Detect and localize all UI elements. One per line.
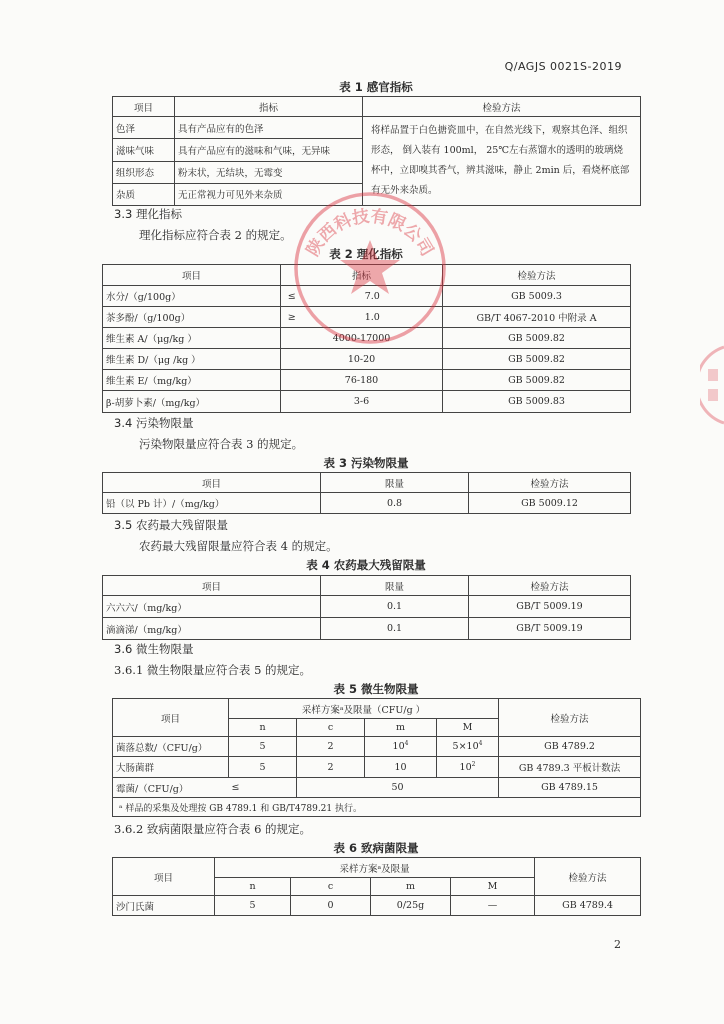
table4-cell: 0.1 (321, 596, 469, 618)
table2-cell-value: 7.0 (303, 286, 443, 307)
table5-header-item: 项目 (113, 699, 229, 737)
section-3-5-text: 农药最大残留限量应符合表 4 的规定。 (139, 539, 338, 553)
edge-seal-fragment (700, 345, 724, 425)
table2-cell-method: GB 5009.83 (443, 391, 631, 413)
table5-cell-item: 大肠菌群 (113, 757, 229, 778)
section-3-3-text: 理化指标应符合表 2 的规定。 (139, 228, 292, 242)
table4-title: 表 4 农药最大残留限量 (306, 558, 426, 572)
table5-mold-method: GB 4789.15 (499, 778, 641, 798)
table6-header-method: 检验方法 (535, 858, 641, 896)
table6-cell-item: 沙门氏菌 (113, 896, 215, 916)
table1-header-method: 检验方法 (363, 97, 641, 117)
table1-cell: 组织形态 (113, 161, 175, 183)
table2-cell-value: 4000-17000 (281, 328, 443, 349)
table2-cell-method: GB 5009.82 (443, 370, 631, 391)
table2-title: 表 2 理化指标 (329, 247, 403, 261)
table3-contaminants (102, 472, 631, 514)
section-3-4-text: 污染物限量应符合表 3 的规定。 (139, 437, 304, 451)
table3-header-limit: 限量 (321, 473, 469, 493)
table1-cell: 无正常视力可见外来杂质 (175, 183, 363, 205)
table2-cell-method: GB 5009.82 (443, 349, 631, 370)
table2-cell-method: GB/T 4067-2010 中附录 A (443, 307, 631, 328)
table4-cell: 六六六/（mg/kg） (103, 596, 321, 618)
section-3-6-heading: 3.6 微生物限量 (114, 642, 194, 656)
table3-header-method: 检验方法 (469, 473, 631, 493)
section-3-6-1-text: 3.6.1 微生物限量应符合表 5 的规定。 (114, 663, 312, 677)
table6-subheader-n: n (215, 878, 291, 896)
table4-header-item: 项目 (103, 576, 321, 596)
table1-cell: 粉末状，无结块，无霉变 (175, 161, 363, 183)
table2-cell-item: 维生素 E/（mg/kg） (103, 370, 281, 391)
table1-cell: 滋味气味 (113, 139, 175, 161)
table3-cell: 0.8 (321, 493, 469, 514)
table2-cell-item: 水分/（g/100g） (103, 286, 281, 307)
table3-title: 表 3 污染物限量 (323, 456, 409, 470)
document-number: Q/AGJS 0021S-2019 (504, 60, 622, 73)
section-3-6-2-text: 3.6.2 致病菌限量应符合表 6 的规定。 (114, 822, 312, 836)
table2-cell-sign: ≥ (281, 307, 303, 328)
table4-cell: GB/T 5009.19 (469, 618, 631, 640)
table5-cell-c: 2 (297, 737, 365, 757)
table2-cell-value: 10-20 (281, 349, 443, 370)
table5-subheader-m: m (365, 719, 437, 737)
table5-cell-item: 菌落总数/（CFU/g） (113, 737, 229, 757)
seal-text: 陕西科技有限公司 (303, 206, 437, 260)
table4-cell: 0.1 (321, 618, 469, 640)
page-number: 2 (614, 938, 621, 951)
table1-cell: 具有产品应有的滋味和气味，无异味 (175, 139, 363, 161)
table5-cell-M: $10^2$ (437, 757, 499, 778)
table1-method-text: 将样品置于白色搪瓷皿中，在自然光线下，观察其色泽、组织形态， 倒入装有 100ml， 25℃左右蒸馏水的透明的玻璃烧杯中，立即嗅其香气，辨其滋味，静止 2min 后，看烧杯底部有无外来杂质。 (363, 117, 641, 206)
table5-cell-m: 10 (365, 757, 437, 778)
table6-subheader-m: m (371, 878, 451, 896)
table4-header-limit: 限量 (321, 576, 469, 596)
table6-subheader-c: c (291, 878, 371, 896)
section-3-5-heading: 3.5 农药最大残留限量 (114, 518, 228, 532)
table2-cell-item: 茶多酚/（g/100g） (103, 307, 281, 328)
table2-physicochemical (102, 264, 631, 413)
table1-header-index: 指标 (175, 97, 363, 117)
table5-header-plan: 采样方案ᵃ及限量（CFU/g ） (229, 699, 499, 719)
table5-subheader-M: M (437, 719, 499, 737)
table2-cell-item: 维生素 D/（μg /kg ） (103, 349, 281, 370)
table2-cell-value: 3-6 (281, 391, 443, 413)
table1-sensory (112, 96, 641, 206)
table1-header-item: 项目 (113, 97, 175, 117)
table2-cell-method: GB 5009.82 (443, 328, 631, 349)
table1-cell: 色泽 (113, 117, 175, 139)
table6-header-item: 项目 (113, 858, 215, 896)
table5-cell-n: 5 (229, 757, 297, 778)
table5-cell-method: GB 4789.3 平板计数法 (499, 757, 641, 778)
table5-subheader-c: c (297, 719, 365, 737)
table3-cell: GB 5009.12 (469, 493, 631, 514)
section-3-3-heading: 3.3 理化指标 (114, 207, 182, 221)
section-3-4-heading: 3.4 污染物限量 (114, 416, 194, 430)
table1-title: 表 1 感官指标 (339, 80, 413, 94)
table6-title: 表 6 致病菌限量 (333, 841, 419, 855)
table6-cell-method: GB 4789.4 (535, 896, 641, 916)
table6-header-plan: 采样方案ᵃ及限量 (215, 858, 535, 878)
table1-cell: 具有产品应有的色泽 (175, 117, 363, 139)
table6-cell-n: 5 (215, 896, 291, 916)
table5-mold-sign: ≤ (229, 778, 297, 798)
table4-cell: GB/T 5009.19 (469, 596, 631, 618)
table6-cell-M: — (451, 896, 535, 916)
table4-header-method: 检验方法 (469, 576, 631, 596)
table6-subheader-M: M (451, 878, 535, 896)
table2-cell-item: β-胡萝卜素/（mg/kg） (103, 391, 281, 413)
table6-pathogens (112, 857, 641, 916)
table5-microbial (112, 698, 641, 817)
table5-cell-m: $10^4$ (365, 737, 437, 757)
table5-cell-n: 5 (229, 737, 297, 757)
table2-header-index: 指标 (281, 265, 443, 286)
table5-cell-c: 2 (297, 757, 365, 778)
table2-cell-sign: ≤ (281, 286, 303, 307)
table6-cell-c: 0 (291, 896, 371, 916)
table5-cell-method: GB 4789.2 (499, 737, 641, 757)
table3-cell: 铅（以 Pb 计）/（mg/kg） (103, 493, 321, 514)
table2-header-method: 检验方法 (443, 265, 631, 286)
table2-header-item: 项目 (103, 265, 281, 286)
table4-cell: 滴滴涕/（mg/kg） (103, 618, 321, 640)
table3-header-item: 项目 (103, 473, 321, 493)
table4-pesticides (102, 575, 631, 640)
table2-cell-method: GB 5009.3 (443, 286, 631, 307)
table5-subheader-n: n (229, 719, 297, 737)
table1-cell: 杂质 (113, 183, 175, 205)
table5-title: 表 5 微生物限量 (333, 682, 419, 696)
table2-cell-value: 1.0 (303, 307, 443, 328)
table5-footnote: ᵃ 样品的采集及处理按 GB 4789.1 和 GB/T4789.21 执行。 (113, 798, 641, 817)
table2-cell-value: 76-180 (281, 370, 443, 391)
table5-cell-M: $5\times 10^4$ (437, 737, 499, 757)
table5-mold-value: 50 (297, 778, 499, 798)
table6-cell-m: 0/25g (371, 896, 451, 916)
table5-header-method: 检验方法 (499, 699, 641, 737)
table2-cell-item: 维生素 A/（μg/kg ） (103, 328, 281, 349)
table5-mold-item: 霉菌/（CFU/g） (113, 778, 229, 798)
